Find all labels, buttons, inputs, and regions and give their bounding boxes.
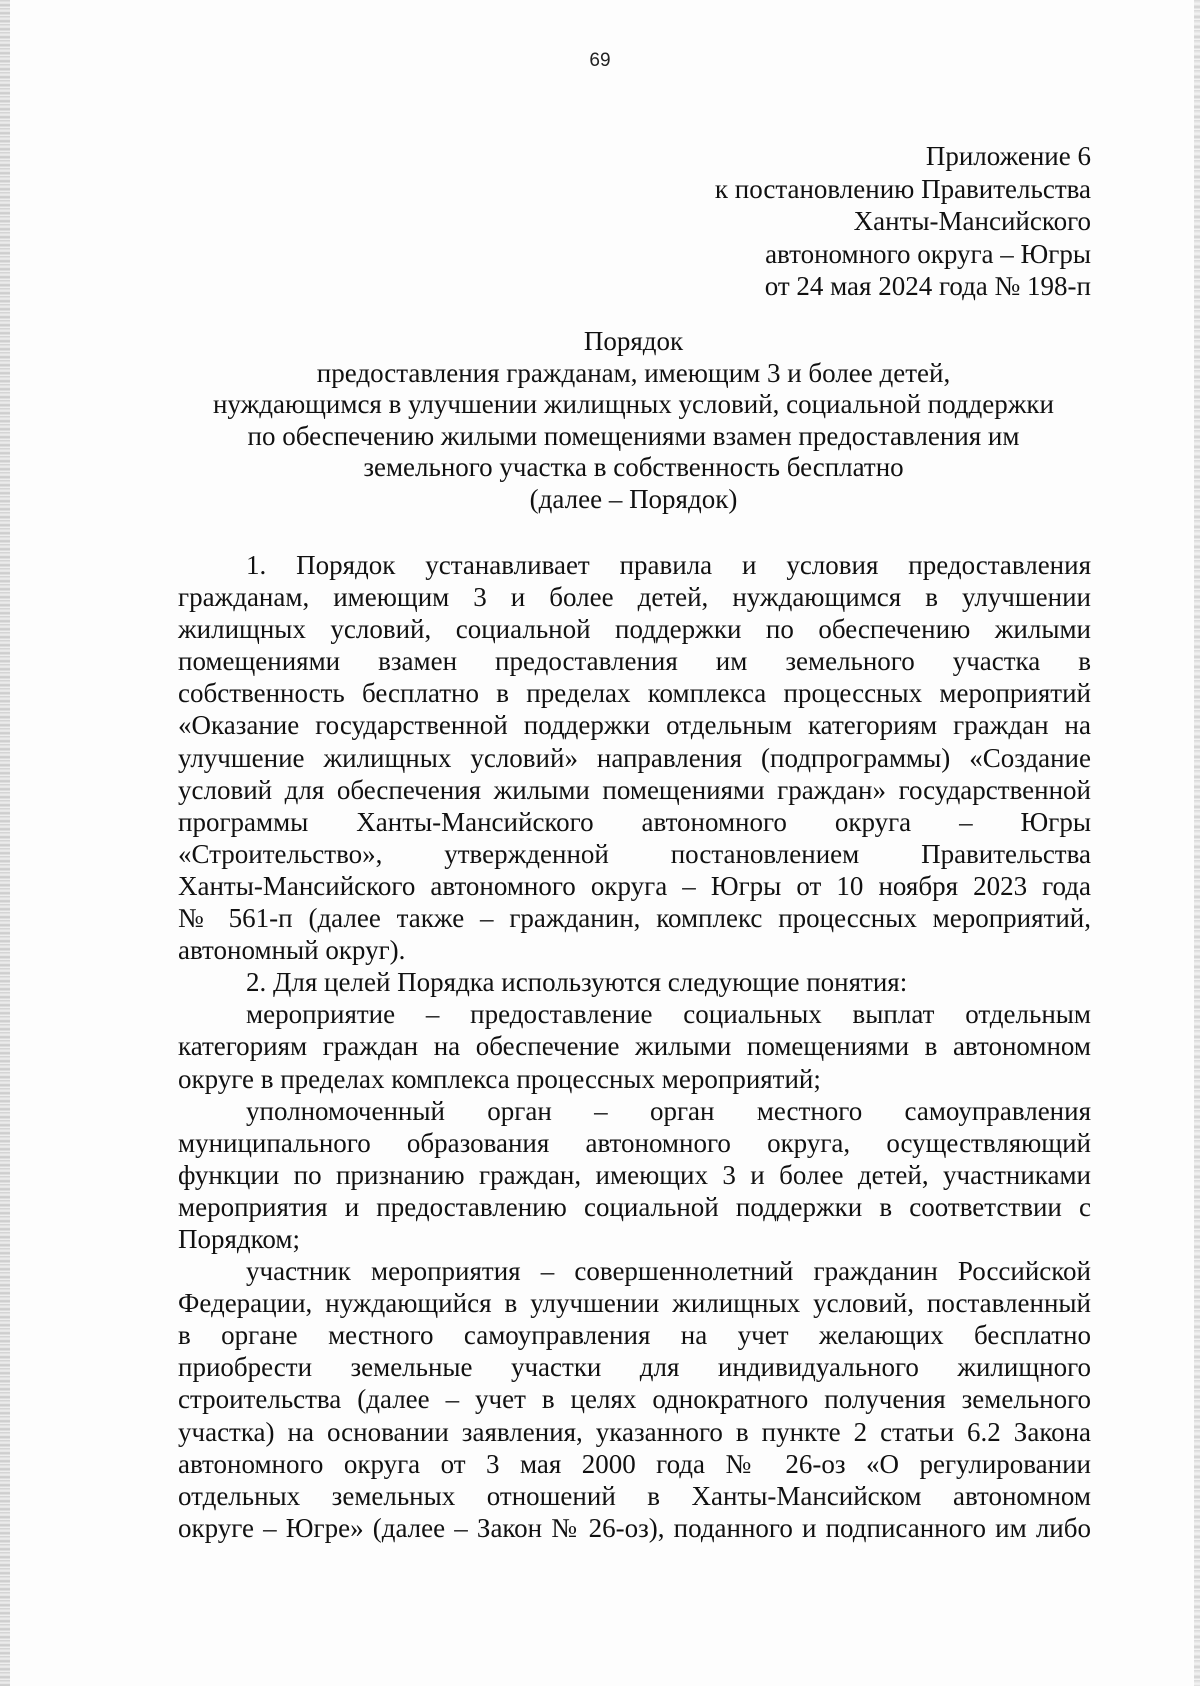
body-line: 2. Для целей Порядка используются следующие понятия: [246, 967, 908, 998]
body-paragraph [178, 1095, 1091, 1255]
title-line: предоставления гражданам, имеющим 3 и более детей, [316, 357, 951, 388]
body-line: улучшение жилищных условий» направления (подпрограммы) «Создание [178, 742, 1091, 773]
body-line: автономного округа от 3 мая 2000 года № 26-оз «О регулировании [178, 1448, 1091, 1479]
body-line: уполномоченный орган – орган местного самоуправления [246, 1095, 1091, 1126]
appendix-header [715, 140, 1091, 303]
appendix-line: Приложение 6 [925, 141, 1091, 171]
title-line: Порядок [583, 326, 684, 356]
body-line: участка) на основании заявления, указанного в пункте 2 статьи 6.2 Закона [178, 1416, 1091, 1447]
document-body [178, 549, 1091, 1544]
body-line: отдельных земельных отношений в Ханты-Мансийском автономном [178, 1480, 1091, 1511]
body-line: строительства (далее – учет в целях однократного получения земельного [178, 1384, 1091, 1415]
body-line: мероприятие – предоставление социальных выплат отдельным [246, 999, 1091, 1030]
body-line: Федерации, нуждающийся в улучшении жилищных условий, поставленный [178, 1288, 1091, 1319]
body-paragraph [178, 966, 1091, 998]
title-line: (далее – Порядок) [529, 483, 738, 514]
body-line: автономный округ). [178, 935, 406, 966]
appendix-line: к постановлению Правительства [714, 173, 1091, 204]
appendix-line: Ханты-Мансийского [853, 206, 1091, 236]
body-line: условий для обеспечения жилыми помещениями граждан» государственной [178, 774, 1091, 805]
body-line: Ханты-Мансийского автономного округа – Югры от 10 ноября 2023 года [178, 870, 1091, 901]
body-paragraph [178, 998, 1091, 1094]
body-line: Порядком; [178, 1223, 300, 1254]
title-line: земельного участка в собственность бесплатно [363, 452, 904, 483]
scan-edge-right [1194, 0, 1200, 1686]
title-line: по обеспечению жилыми помещениями взамен предоставления им [247, 420, 1020, 451]
body-line: жилищных условий, социальной поддержки по обеспечению жилыми [178, 614, 1091, 645]
appendix-line: автономного округа – Югры [765, 238, 1091, 269]
page-number: 69 [589, 50, 611, 71]
body-line: программы Ханты-Мансийского автономного округа – Югры [178, 806, 1091, 837]
body-line: № 561-п (далее также – гражданин, комплекс процессных мероприятий, [178, 903, 1091, 934]
body-paragraph [178, 549, 1091, 966]
document-title [176, 326, 1091, 516]
body-line: муниципального образования автономного округа, осуществляющий [178, 1127, 1091, 1158]
scan-edge-left [0, 0, 10, 1686]
body-line: округе в пределах комплекса процессных мероприятий; [178, 1063, 821, 1094]
appendix-line: от 24 мая 2024 года № 198-п [764, 271, 1091, 301]
title-line: нуждающимся в улучшении жилищных условий, социальной поддержки [212, 389, 1054, 420]
body-line: округе – Югре» (далее – Закон № 26-оз), поданного и подписанного им либо [178, 1512, 1091, 1543]
body-line: «Строительство», утвержденной постановлением Правительства [178, 838, 1091, 869]
body-line: помещениями взамен предоставления им земельного участка в [178, 646, 1091, 677]
body-line: собственность бесплатно в пределах комплекса процессных мероприятий [178, 678, 1091, 709]
body-line: категориям граждан на обеспечение жилыми помещениями в автономном [178, 1031, 1091, 1062]
body-line: приобрести земельные участки для индивидуального жилищного [178, 1352, 1091, 1383]
body-line: участник мероприятия – совершеннолетний гражданин Российской [246, 1256, 1091, 1287]
body-line: гражданам, имеющим 3 и более детей, нуждающимся в улучшении [178, 582, 1091, 613]
body-line: мероприятия и предоставлению социальной поддержки в соответствии с [178, 1191, 1091, 1222]
body-line: в органе местного самоуправления на учет желающих бесплатно [178, 1320, 1091, 1351]
body-paragraph [178, 1255, 1091, 1544]
body-line: 1. Порядок устанавливает правила и условия предоставления [246, 550, 1091, 580]
body-line: функции по признанию граждан, имеющих 3 и более детей, участниками [178, 1159, 1091, 1190]
body-line: «Оказание государственной поддержки отдельным категориям граждан на [178, 710, 1091, 741]
